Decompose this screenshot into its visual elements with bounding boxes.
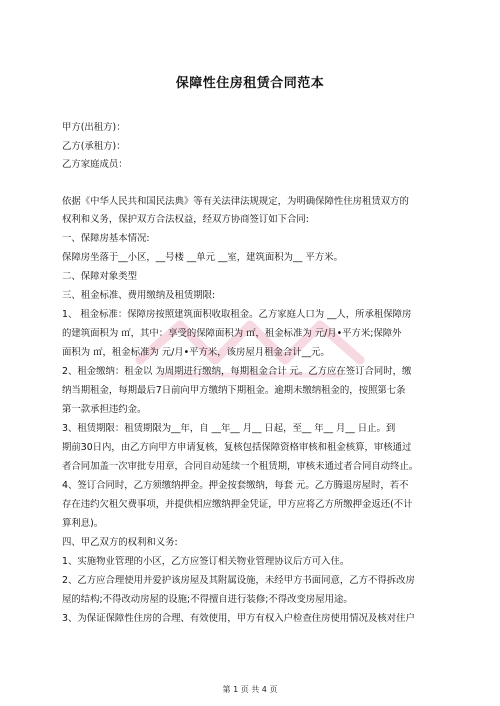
- document-title: 保障性住房租赁合同范本: [175, 76, 325, 91]
- body-line: 权利和义务，保护双方合法权益，经双方协商签订如下合同:: [62, 214, 309, 225]
- body-line: 3、租赁期限：租赁期限为__年，自 __年__ 月__ 日起，至__ 年__ 月__ 日止。到: [62, 423, 396, 434]
- section-heading: 一、保障房基本情况:: [62, 233, 150, 244]
- page-number-footer: 第 1 页 共 4 页: [222, 685, 278, 694]
- body-line: 屋的结构;不得改动房屋的设施;不得擅自进行装修;不得改变房屋用途。: [62, 594, 353, 605]
- family-members-line: 乙方家庭成员：: [62, 159, 128, 170]
- body-line: 1、 租金标准：保障房按照建筑面积收取租金。乙方家庭人口为 __人，所承租保障房: [62, 309, 412, 320]
- body-line: 2、租金缴纳：租金以 为周期进行缴纳，每期租金合计 元。乙方应在签订合同时，缴: [62, 366, 412, 377]
- body-line: 纳当期租金，每期最后7日前向甲方缴纳下期租金。逾期未缴纳租金的，按照第七条: [62, 385, 406, 396]
- section-heading: 四、甲乙双方的权利和义务:: [62, 537, 178, 548]
- body-line: 算利息)。: [62, 518, 104, 529]
- body-line: 的建筑面积为 ㎡，其中：享受的保障面积为 ㎡，租金标准为 元/月•平方米;保障外: [62, 328, 402, 339]
- body-line: 者合同加盖一次审批专用章，合同自动延续一个租赁期，审核未通过者合同自动终止。: [62, 461, 419, 472]
- body-line: 面积为 ㎡，租金标准为 元/月•平方米，该房屋月租金合计__元。: [62, 347, 330, 358]
- body-line: 存在违约欠租欠费事项，并提供相应缴纳押金凭证，甲方应将乙方所缴押金返还(不计: [62, 499, 413, 510]
- body-line: 3、为保证保障性住房的合理、有效使用，甲方有权入户检查住房使用情况及核对住户: [62, 613, 415, 624]
- body-line: 2、乙方应合理使用并爱护该房屋及其附属设施，未经甲方书面同意，乙方不得拆改房: [62, 575, 415, 586]
- section-heading: 二、保障对象类型: [62, 271, 138, 282]
- party-b-line: 乙方(承租方)：: [62, 141, 126, 152]
- body-line: 第一款承担违约金。: [62, 404, 147, 415]
- body-line: 4、签订合同时，乙方须缴纳押金。押金按套缴纳，每套 元。乙方腾退房屋时，若不: [62, 480, 409, 491]
- body-line: 1、实施物业管理的小区，乙方应签订相关物业管理协议后方可入住。: [62, 556, 350, 567]
- party-a-line: 甲方(出租方)：: [62, 122, 126, 133]
- body-line: 保障房坐落于__小区，__号楼 __单元 __室，建筑面积为__ 平方米。: [62, 252, 343, 263]
- body-line: 依据《中华人民共和国民法典》等有关法律法规规定，为明确保障性住房租赁双方的: [62, 196, 409, 207]
- section-heading: 三、租金标准、费用缴纳及租赁期限:: [62, 290, 216, 301]
- body-line: 期前30日内，由乙方向甲方申请复核，复核包括保障资格审核和租金核算，审核通过: [62, 442, 412, 453]
